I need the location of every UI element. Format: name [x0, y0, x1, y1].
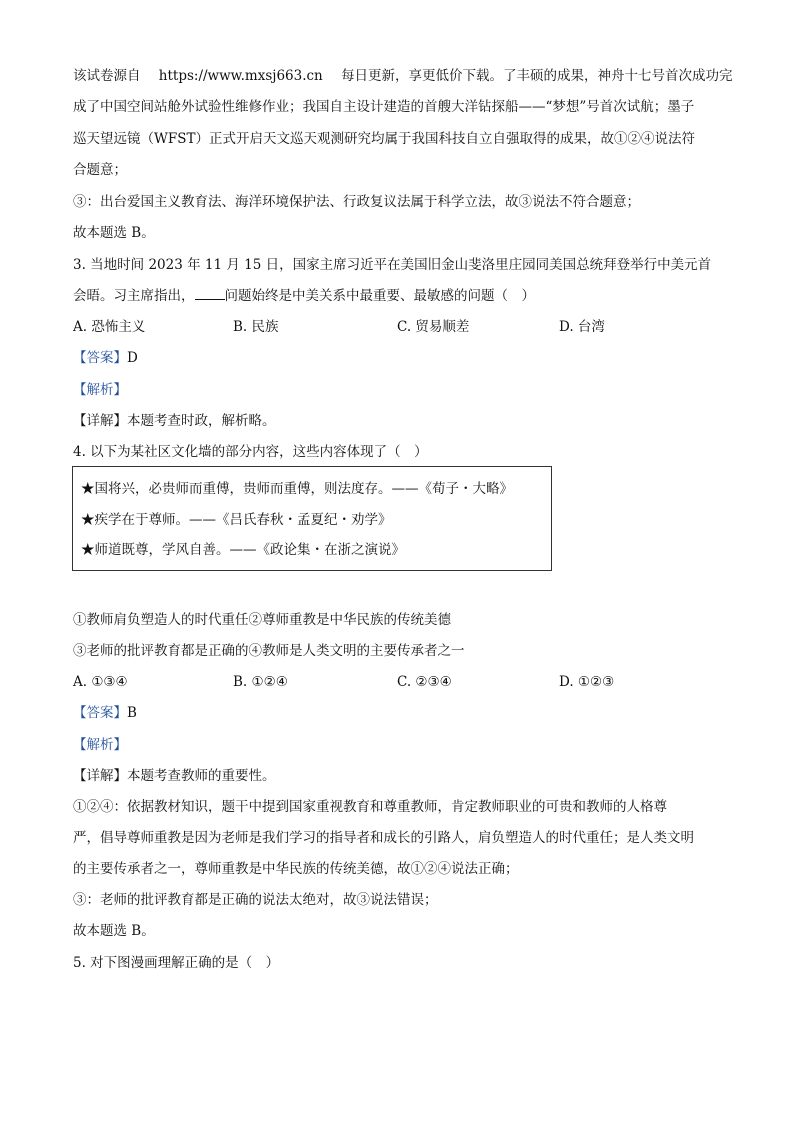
q4-option-c: C. ②③④ [397, 674, 452, 690]
q2-explanation-line: 成了中国空间站舱外试验性维修作业；我国自主设计建造的首艘大洋钻探船——“梦想”号首次试航；墨子 [73, 99, 695, 115]
q2-conclusion: 故本题选 B。 [73, 225, 155, 241]
q3-detail [73, 411, 276, 431]
q4-statements: ①教师肩负塑造人的时代重任②尊师重教是中华民族的传统美德 [73, 612, 451, 628]
q4-explanation-line: 的主要传承者之一，尊师重教是中华民族的传统美德，故①②④说法正确； [73, 861, 519, 877]
q3-stem: 3. 当地时间 2023 年 11 月 15 日，国家主席习近平在美国旧金山斐洛里庄园同美国总统拜登举行中美元首 [73, 257, 712, 273]
q4-option-b: B. ①②④ [233, 674, 288, 690]
q3-option-b: B. 民族 [233, 319, 279, 335]
q2-explanation-line: ③：出台爱国主义教育法、海洋环境保护法、行政复议法属于科学立法，故③说法不符合题意； [73, 194, 640, 210]
answer-blank [195, 287, 225, 300]
detail-text: 本题考查教师的重要性。 [127, 768, 276, 784]
detail-tag: 【详解】 [73, 413, 127, 429]
q3-stem-part: 问题始终是中美关系中最重要、最敏感的问题（ ） [224, 288, 535, 304]
q4-answer [73, 703, 137, 723]
q2-tail-line1: 了丰硕的成果，神舟十七号首次成功完 [503, 68, 733, 84]
q3-stem-line2 [73, 286, 535, 306]
q4-stem: 4. 以下为某社区文化墙的部分内容，这些内容体现了（ ） [73, 444, 428, 460]
q4-option-d: D. ①②③ [559, 674, 615, 690]
answer-tag: 【答案】 [73, 705, 127, 721]
q3-option-a: A. 恐怖主义 [73, 319, 146, 335]
culture-wall-quote-box [72, 466, 552, 571]
q3-option-c: C. 贸易顺差 [397, 319, 470, 335]
q3-option-d: D. 台湾 [559, 319, 605, 335]
q4-detail [73, 766, 276, 786]
answer-value: D [127, 350, 138, 366]
source-url[interactable]: https://www.mxsj663.cn [158, 68, 323, 84]
quote-item: ★国将兴，必贵师而重傅，贵师而重傅，则法度存。——《荀子・大略》 [81, 481, 513, 497]
q4-option-a: A. ①③④ [73, 674, 128, 690]
quote-item: ★师道既尊，学风自善。——《政论集・在浙之演说》 [81, 542, 405, 558]
q4-conclusion: 故本题选 B。 [73, 923, 155, 939]
q3-stem-part: 会晤。习主席指出， [73, 288, 195, 304]
q2-explanation-line: 合题意； [73, 162, 127, 178]
answer-value: B [127, 705, 137, 721]
source-suffix: 每日更新，享更低价下载。 [341, 68, 504, 84]
analysis-tag: 【解析】 [73, 382, 127, 398]
source-line [73, 66, 733, 86]
q4-explanation-line: ①②④：依据教材知识，题干中提到国家重视教育和尊重教师，肯定教师职业的可贵和教师的人格尊 [73, 799, 667, 815]
q4-explanation-line: ③：老师的批评教育都是正确的说法太绝对，故③说法错误； [73, 892, 438, 908]
detail-tag: 【详解】 [73, 768, 127, 784]
quote-item: ★疾学在于尊师。——《吕氏春秋・孟夏纪・劝学》 [81, 512, 392, 528]
q4-statements: ③老师的批评教育都是正确的④教师是人类文明的主要传承者之一 [73, 643, 465, 659]
detail-text: 本题考查时政，解析略。 [127, 413, 276, 429]
q5-stem: 5. 对下图漫画理解正确的是（ ） [73, 955, 280, 971]
answer-tag: 【答案】 [73, 350, 127, 366]
analysis-tag: 【解析】 [73, 737, 127, 753]
q2-explanation-line: 巡天望远镜（WFST）正式开启天文巡天观测研究均属于我国科技自立自强取得的成果，故①②④说法符 [73, 131, 695, 147]
source-prefix: 该试卷源自 [73, 68, 141, 84]
q4-explanation-line: 严，倡导尊师重教是因为老师是我们学习的指导者和成长的引路人，肩负塑造人的时代重任；是人类文明 [73, 830, 694, 846]
q3-answer [73, 348, 138, 368]
